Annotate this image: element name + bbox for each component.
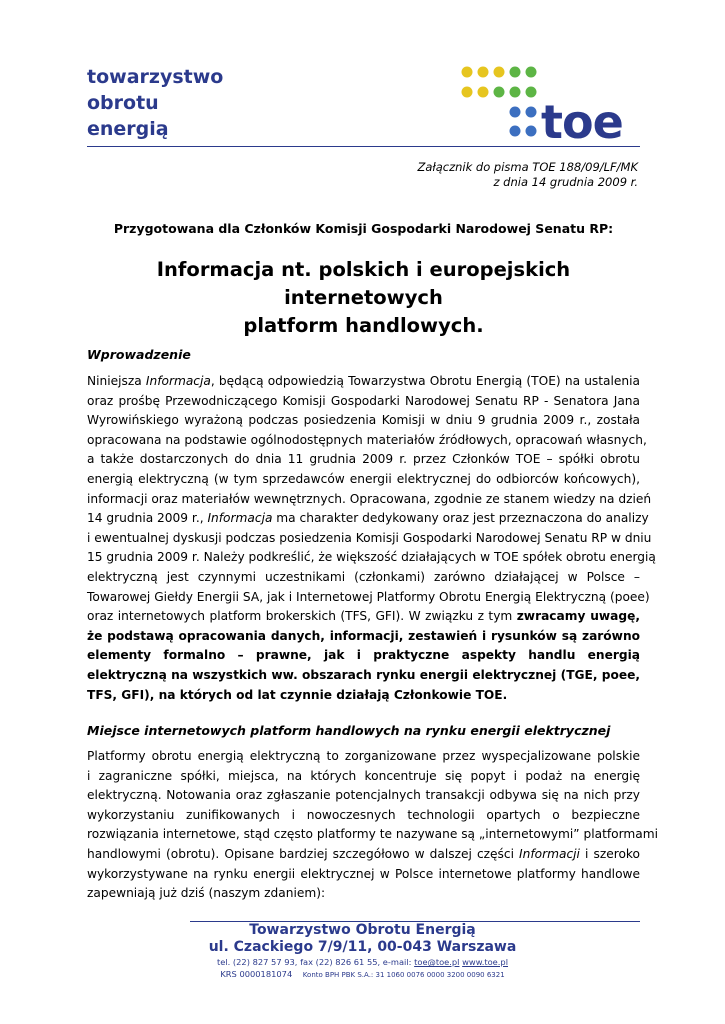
footer-bank-account: Konto BPH PBK S.A.: 31 1060 0076 0000 3200 0090 6321 xyxy=(302,971,505,979)
text-line: a także dostarczonych do dnia 11 grudnia 2009 r. przez Członków TOE – spółki obrotu xyxy=(87,452,640,467)
footer-krs: KRS 0000181074 xyxy=(220,969,293,979)
document-title xyxy=(87,256,640,340)
org-name-line-1: towarzystwo xyxy=(87,66,224,88)
text-run: handlowymi (obrotu). Opisane bardziej szczegółowo w dalszej części xyxy=(87,846,520,861)
text-line: i zagraniczne spółki, miejsca, na których koncentruje się popyt i podaż na energię xyxy=(87,768,640,783)
text-line: oraz prośbę Przewodniczącego Komisji Gospodarki Narodowej Senatu RP - Senatora Jana xyxy=(87,393,640,408)
text-run: i szeroko xyxy=(579,846,640,861)
text-line: i ewentualnej dyskusji podczas posiedzenia Komisji Gospodarki Narodowej Senatu RP w dniu xyxy=(87,530,652,545)
organization-name xyxy=(87,64,223,142)
org-name-line-2: obrotu xyxy=(87,92,159,114)
text-line: elektryczną. Notowania oraz zgłaszanie potencjalnych transakcji odbywa się na nich przy xyxy=(87,788,640,803)
footer-website-link[interactable]: www.toe.pl xyxy=(462,957,509,967)
platforms-paragraph xyxy=(87,747,658,904)
logo-wordmark: toe xyxy=(541,95,623,144)
italic-run: Informacja xyxy=(207,511,273,526)
document-reference xyxy=(417,160,638,190)
text-line: energią elektryczną (w tym sprzedawców energii elektrycznej do odbiorców końcowych), xyxy=(87,471,640,486)
text-line: informacji oraz materiałów wewnętrznych. Opracowana, zgodnie ze stanem wiedzy na dzień xyxy=(87,491,652,506)
reference-line-2: z dnia 14 grudnia 2009 r. xyxy=(493,175,638,189)
toe-logo xyxy=(455,62,640,144)
introduction-paragraph xyxy=(87,372,656,705)
bold-run: zwracamy uwagę, xyxy=(516,609,640,624)
text-line xyxy=(87,509,649,529)
text-line: wykorzystaniu zunifikowanych i nowoczesnych technologii opartych o bezpieczne xyxy=(87,807,640,822)
text-run: Niniejsza xyxy=(87,374,146,388)
bold-line: że podstawą opracowania danych, informacji, zestawień i rysunków są zarówno xyxy=(87,628,640,643)
footer-registration xyxy=(190,969,535,979)
text-line: rozwiązania internetowe, stąd często platformy te nazywane są „internetowymi” platformami xyxy=(87,827,658,842)
italic-run: Informacja xyxy=(145,374,211,388)
text-line: wykorzystywane na rynku energii elektrycznej w Polsce internetowe platformy handlowe xyxy=(87,866,640,881)
title-line-2: platform handlowych. xyxy=(243,314,484,337)
text-line: opracowana na podstawie ogólnodostępnych materiałów źródłowych, opracowań własnych, xyxy=(87,432,647,447)
text-run: oraz internetowych platform brokerskich (TFS, GFI). W związku z tym xyxy=(87,609,517,624)
section-heading-platforms: Miejsce internetowych platform handlowych na rynku energii elektrycznej xyxy=(87,723,611,738)
logo-dots xyxy=(462,67,537,137)
reference-line-1: Załącznik do pisma TOE 188/09/LF/MK xyxy=(417,160,638,174)
text-run: ma charakter dedykowany oraz jest przeznaczona do analizy xyxy=(272,511,649,526)
footer-address: ul. Czackiego 7/9/11, 00-043 Warszawa xyxy=(208,939,517,955)
footer-organization-name: Towarzystwo Obrotu Energią xyxy=(249,922,476,938)
bold-line: elektryczną na wszystkich ww. obszarach rynku energii elektrycznej (TGE, poee, xyxy=(87,667,640,682)
section-heading-introduction: Wprowadzenie xyxy=(87,347,191,362)
prepared-for-line: Przygotowana dla Członków Komisji Gospodarki Narodowej Senatu RP: xyxy=(113,221,614,236)
org-name-line-3: energią xyxy=(87,118,169,140)
bold-line: TFS, GFI), na których od lat czynnie działają Członkowie TOE. xyxy=(87,687,508,702)
text-line xyxy=(87,607,640,627)
text-line: 15 grudnia 2009 r. Należy podkreślić, że większość działających w TOE spółek obrotu energią xyxy=(87,550,656,565)
footer-phone-fax: tel. (22) 827 57 93, fax (22) 826 61 55, e-mail: xyxy=(216,957,415,967)
italic-run: Informacji xyxy=(519,846,580,861)
text-line xyxy=(87,372,640,392)
header-divider xyxy=(87,146,640,147)
text-line: elektryczną jest czynnymi uczestnikami (członkami) zarówno działającej w Polsce – xyxy=(87,569,640,584)
text-line: Towarowej Giełdy Energii SA, jak i Internetowej Platformy Obrotu Energią Elektryczną (poee) xyxy=(87,589,650,604)
footer-contact xyxy=(190,957,535,967)
bold-line: elementy formalno – prawne, jak i praktyczne aspekty handlu energią xyxy=(87,648,640,663)
text-run: 14 grudnia 2009 r., xyxy=(87,511,208,526)
footer-email-link[interactable]: toe@toe.pl xyxy=(414,957,460,967)
title-line-1: Informacja nt. polskich i europejskich internetowych xyxy=(156,258,571,309)
text-line: Platformy obrotu energią elektryczną to zorganizowane przez wyspecjalizowane polskie xyxy=(87,749,640,763)
text-line: Wyrowińskiego wyrażoną podczas posiedzenia Komisji w dniu 9 grudnia 2009 r., została xyxy=(87,413,640,428)
text-run: , będącą odpowiedzią Towarzystwa Obrotu Energią (TOE) na ustalenia xyxy=(210,374,640,388)
text-line: zapewniają już dziś (naszym zdaniem): xyxy=(87,886,326,901)
text-line xyxy=(87,845,640,865)
